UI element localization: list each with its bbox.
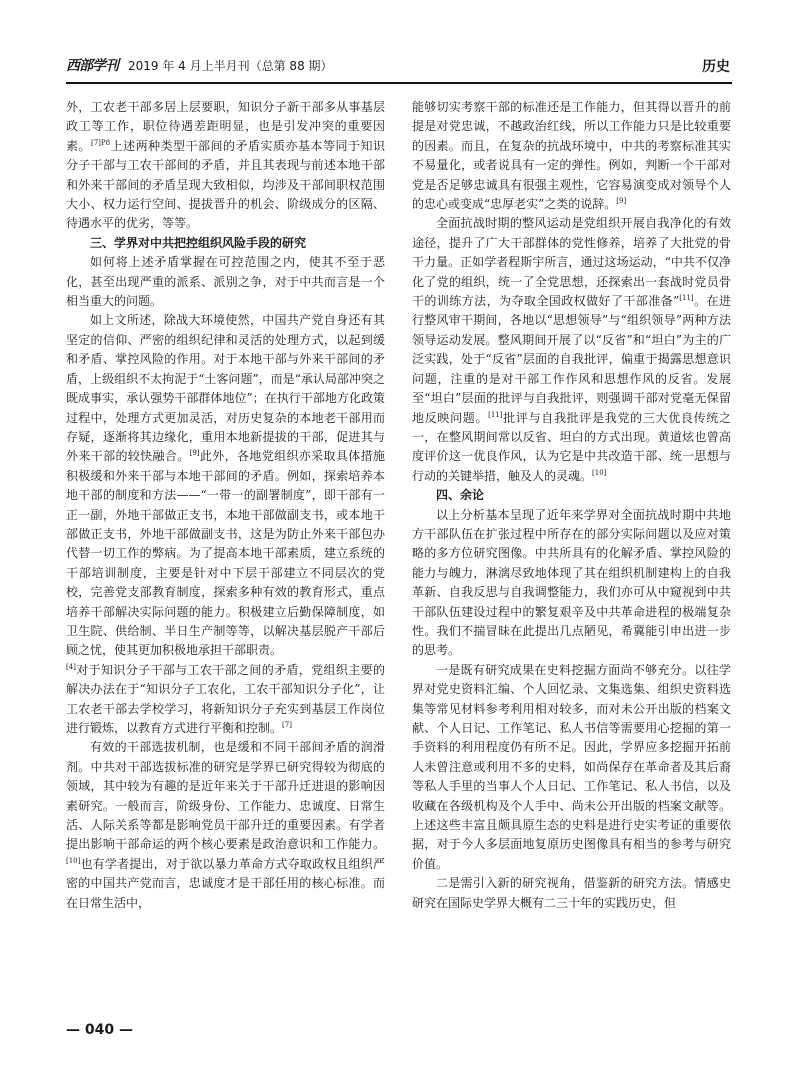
paragraph bbox=[66, 738, 385, 913]
left-column bbox=[66, 98, 385, 913]
right-column bbox=[412, 98, 731, 913]
paragraph-text: 外，工农老干部多居上层要职，知识分子新干部多从事基层政工等工作，职位待遇差距明显，也是引发冲突的重要因素。 bbox=[66, 100, 385, 153]
citation: [9] bbox=[616, 197, 627, 206]
citation: [7]P8 bbox=[91, 138, 111, 147]
section-label: 历史 bbox=[702, 59, 730, 75]
citation: [4] bbox=[66, 662, 76, 671]
citation: [10] bbox=[592, 468, 607, 477]
page-number: — 040 — bbox=[66, 1022, 133, 1038]
citation: [9] bbox=[189, 449, 200, 458]
paragraph bbox=[412, 661, 731, 874]
paragraph bbox=[412, 506, 731, 661]
paragraph bbox=[66, 311, 385, 660]
paragraph-text: 。在进行整风审干期间，各地以“思想领导”与“组织领导”两种方法领导运动发展。整风期间开展了以“反省”和“坦白”为主的广泛实践，处于“反省”层面的自我批评，偏重于揭露思想意识问题，注重的是对干部工作作风和思想作风的反省。发展至“坦白”层面的批评与自我批评，则强调干部对党毫无保留地反映问题。 bbox=[412, 294, 731, 425]
paragraph-text: 如上文所述，除战大环境使然，中国共产党自身还有其坚定的信仰、严密的组织纪律和灵活的处理方式，以起到缓和矛盾、掌控风险的作用。对于本地干部与外来干部间的矛盾，上级组织不太拘泥于“土客问题”，而是“承认局部冲突之既成事实，承认强势干部群体地位”；在执行干部地方化政策过程中，处理方式更加灵活，对历史复杂的本地老干部用而存疑，逐渐将其边缘化，重用本地新提拔的干部，促进其与外来干部的较快融合。 bbox=[66, 313, 385, 464]
page-header bbox=[66, 52, 732, 82]
paragraph-text: 全面抗战时期的整风运动是党组织开展自我净化的有效途径，提升了广大干部群体的党性修养，培养了大批党的骨干力量。正如学者程斯宇所言，通过这场运动，“中共不仅净化了党的组织，统一了全党思想，还探索出一套战时党员骨干的训练方法，为夺取全国政权做好了干部准备” bbox=[412, 216, 731, 309]
paragraph bbox=[66, 253, 385, 311]
paragraph-text: 一是既有研究成果在史料挖掘方面尚不够充分。以往学界对党史资料汇编、个人回忆录、文集选集、组织史资料选集等常见材料参考利用相对较多，而对未公开出版的档案文献、个人日记、工作笔记、私人书信等需要用心挖掘的第一手资料的利用程度仍有所不足。因此，学界应多挖掘开拓前人未曾注意或利用不多的史料，如尚保存在革命者及其后裔等私人手里的当事人个人日记、工作笔记、私人书信，以及收藏在各级机构及个人手中、尚未公开出版的档案文献等。上述这些丰富且颇具原生态的史料是进行史实考证的重要依据，对于今人多层面地复原历史图像具有相当的参考与研究价值。 bbox=[412, 662, 731, 871]
paragraph-text: 对于知识分子干部与工农干部之间的矛盾，党组织主要的解决办法在于“知识分子工农化，工农干部知识分子化”，让工农老干部去学校学习，将新知识分子充实到基层工作岗位进行锻炼，以教育方式进行平衡和控制。 bbox=[66, 662, 385, 735]
header-rule bbox=[66, 82, 732, 84]
paragraph bbox=[412, 98, 731, 214]
citation: [11] bbox=[679, 294, 694, 303]
section-heading bbox=[66, 234, 385, 253]
paragraph-text: 二是需引入新的研究视角，借鉴新的研究方法。情感史研究在国际史学界大概有二三十年的实践历史，但 bbox=[412, 876, 731, 910]
paragraph-text: 四、余论 bbox=[436, 488, 485, 503]
paragraph bbox=[66, 98, 385, 234]
paragraph bbox=[66, 661, 385, 739]
paragraph-text: 也有学者提出，对于欲以暴力革命方式夺取政权且组织严密的中国共产党而言，忠诚度才是干部任用的核心标准。而在日常生活中， bbox=[66, 856, 385, 910]
paragraph-text: 此外，各地党组织亦采取具体措施积极缓和外来干部与本地干部间的矛盾。例如，探索培养本地干部的制度和方法——“一带一的副署制度”，即干部有一正一副，外地干部做正支书，本地干部做副支书，或本地干部做正支书，外地干部做副支书，这是为防止外来干部包办代替一切工作的弊病。为了提高本地干部素质，建立系统的干部培训制度，主要是针对中下层干部建立不同层次的党校，完善党支部教育制度，探索多种有效的教育形式，重点培养干部解决实际问题的能力。积极建立后勤保障制度，如卫生院、供给制、半日生产制等等，以解决基层脱产干部后顾之忧，使其更加积极地承担干部职责。 bbox=[66, 449, 385, 658]
citation: [7] bbox=[282, 721, 292, 729]
citation: [11] bbox=[488, 410, 503, 419]
paragraph-text: 批评与自我批评是我党的三大优良传统之一，在整风期间常以反省、坦白的方式出现。黄道炫也曾高度评价这一优良作风，认为它是中共改造干部、统一思想与行动的关键举措，触及人的灵魂。 bbox=[412, 410, 731, 483]
journal-logo: 西部学刊 bbox=[66, 58, 118, 74]
issue-info: 2019 年 4 月上半月刊（总第 88 期） bbox=[128, 59, 333, 73]
paragraph-text: 以上分析基本呈现了近年来学界对全面抗战时期中共地方干部队伍在扩张过程中所存在的部分实际问题以及应对策略的多方位研究图像。中共所具有的化解矛盾、掌控风险的能力与魄力，淋漓尽致地体现了其在组织机制建构上的自我革新、自我反思与自我调整能力，我们亦可从中窥视到中共干部队伍建设过程中的繁复艰辛及中共革命进程的极端复杂性。我们不揣冒昧在此提出几点陋见，希冀能引申出进一步的思考。 bbox=[412, 507, 731, 658]
paragraph-text: 如何将上述矛盾掌握在可控范围之内，使其不至于恶化，甚至出现严重的派系、派别之争，对于中共而言是一个相当重大的问题。 bbox=[66, 255, 385, 309]
section-heading bbox=[412, 486, 731, 505]
paragraph bbox=[412, 874, 731, 913]
paragraph-text: 有效的干部选拔机制，也是缓和不同干部间矛盾的润滑剂。中共对干部选拔标准的研究是学界已研究得较为彻底的领域，其中较为有趣的是近年来关于干部升迁进退的影响因素研究。一般而言，阶级身份、工作能力、忠诚度、日常生活、人际关系等都是影响党员干部升迁的重要因素。有学者提出影响干部命运的两个核心要素是政治意识和工作能力。 bbox=[66, 740, 385, 852]
paragraph-text: 三、学界对中共把控组织风险手段的研究 bbox=[90, 235, 307, 250]
paragraph bbox=[412, 214, 731, 486]
paragraph-text: 能够切实考察干部的标准还是工作能力，但其得以晋升的前提是对党忠诚，不越政治红线，所以工作能力只是比较重要的因素。而且，在复杂的抗战环境中，中共的考察标准其实不易量化，或者说具有一定的弹性。例如，判断一个干部对党是否足够忠诚具有很强主观性，它容易演变成对领导个人的忠心或变成“忠厚老实”之类的说辞。 bbox=[412, 100, 731, 212]
citation: [10] bbox=[66, 856, 81, 865]
paragraph-text: 上述两种类型干部间的矛盾实质亦基本等同于知识分子干部与工农干部间的矛盾，并且其表现与前述本地干部和外来干部间的矛盾呈现大致相似，均涉及干部间职权范围大小、权力运行空间、提拔晋升的机会、阶级成分的区隔、待遇水平的优劣，等等。 bbox=[66, 138, 385, 231]
